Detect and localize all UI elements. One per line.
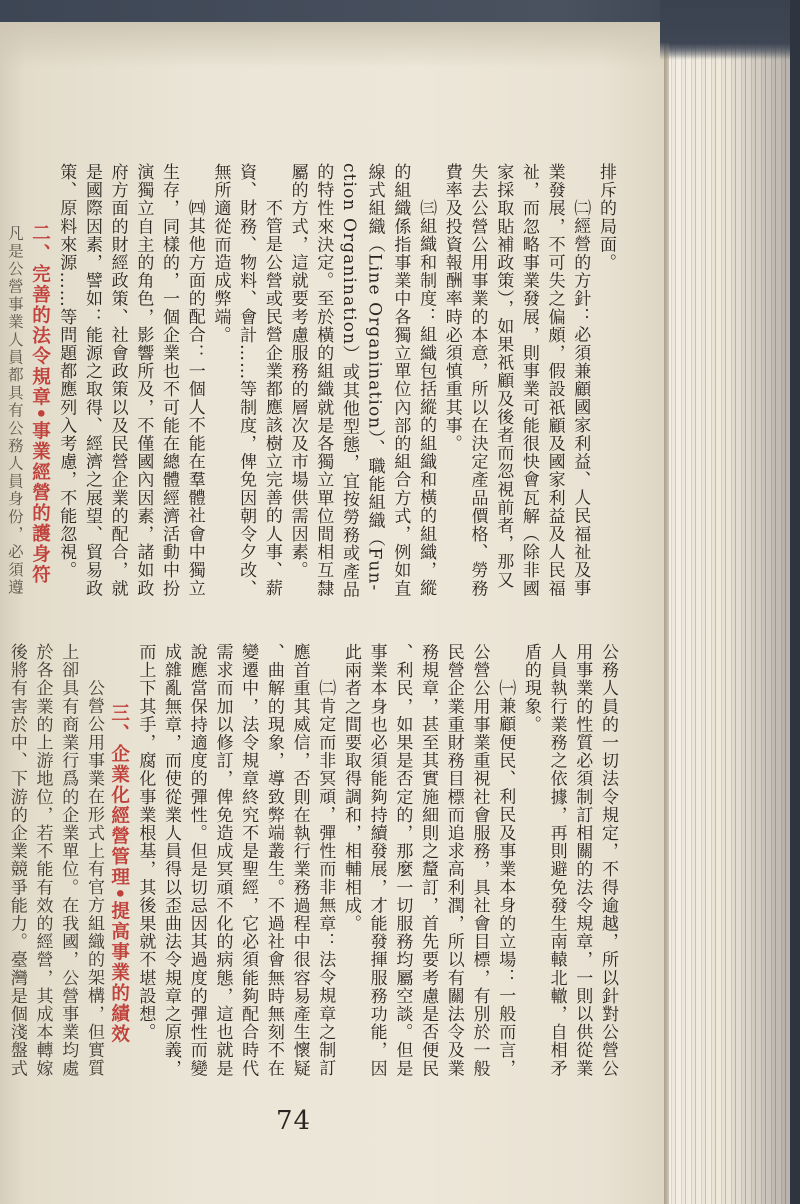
text-column: 於各企業的上游地位，若不能有效的經營，其成本轉嫁 bbox=[32, 643, 53, 1078]
text-column: ㈡經營的方針：必須兼顧國家利益、人民福祉及事 bbox=[570, 199, 591, 598]
text-column: 務規章，甚至其實施細則之釐訂，首先要考慮是否便民 bbox=[418, 643, 439, 1078]
paragraph-management-policy bbox=[438, 163, 592, 603]
paragraph-prev-item-tail bbox=[592, 163, 618, 603]
text-column: ㈣其他方面的配合：一個人不能在羣體社會中獨立 bbox=[184, 199, 205, 598]
text-column: 家採取貼補政策），如果祇顧及後者而忽視前者，那又 bbox=[493, 163, 514, 589]
text-column: 成雜亂無章，而使從業人員得以歪曲法令規章之原義， bbox=[161, 643, 182, 1078]
lower-text-tier bbox=[3, 643, 620, 1083]
text-column: 而上下其手，腐化事業根基，其後果就不堪設想。 bbox=[135, 643, 156, 1042]
text-column: 線式組織（Line Organination）、職能組織（Fun- bbox=[364, 163, 385, 592]
paragraph-organization-system bbox=[284, 163, 438, 603]
text-column: ction Organination）或其他型態，宜按勞務或產品 bbox=[338, 163, 359, 599]
text-column: 的特性來決定。至於橫的組織就是各獨立單位間相互隸 bbox=[313, 163, 334, 598]
text-column: 凡是公營事業人員都具有公務人員身份，必須遵 bbox=[5, 225, 24, 597]
text-column: 、利民，如果是否定的，那麼一切服務均屬空談。但是 bbox=[392, 643, 413, 1078]
text-column: 生存，同樣的，一個企業也不可能在總體經濟活動中扮 bbox=[159, 163, 180, 598]
text-column: 業發展，不可失之偏頗，假設祇顧及國家利益及人民福 bbox=[544, 163, 565, 598]
text-column: 變遷中，法令規章終究不是聖經，它必須能夠配合時代 bbox=[238, 643, 259, 1078]
text-column: 府方面的財經政策、社會政策以及民營企業的配合，就 bbox=[107, 163, 128, 598]
text-column: 不管是公營或民營企業都應該樹立完善的人事、薪 bbox=[261, 199, 282, 598]
text-column: 公營公用事業在形式上有官方組織的架構，但實質 bbox=[83, 679, 104, 1078]
text-column: 失去公營公用事業的本意，所以在決定產品價格、勞務 bbox=[467, 163, 488, 598]
paragraph-systems bbox=[207, 163, 284, 603]
text-column: ㈡肯定而非冥頑，彈性而非無章：法令規章之制訂 bbox=[315, 679, 336, 1078]
text-column: ㈠兼顧便民、利民及事業本身的立場：一般而言， bbox=[495, 679, 516, 1078]
paragraph-section-2-continued bbox=[517, 643, 620, 1083]
text-column: 公務人員的一切法令規定，不得逾越，所以針對公營公 bbox=[598, 643, 618, 1078]
upper-text-tier bbox=[1, 163, 618, 603]
text-column: 祉，而忽略事業發展，則事業可能很快會瓦解（除非國 bbox=[518, 163, 539, 598]
text-column: 排斥的局面。 bbox=[596, 163, 616, 272]
text-column: 說應當保持適度的彈性。但是切忌因其過度的彈性而變 bbox=[186, 643, 207, 1078]
text-column: 資、財務、物料、會計……等制度，俾免因朝令夕改、 bbox=[236, 163, 257, 598]
section-heading: 三、企業化經營管理•提高事業的績效 bbox=[108, 703, 130, 1045]
paragraph-other-coordination bbox=[53, 163, 207, 603]
text-column: 是國際因素，譬如：能源之取得、經濟之展望、貿易政 bbox=[81, 163, 102, 598]
text-column: 無所適從而造成弊端。 bbox=[210, 163, 231, 344]
paragraph-definite-flexible bbox=[132, 643, 338, 1083]
text-column: 此兩者之間要取得調和，相輔相成。 bbox=[340, 643, 361, 933]
paragraph-section-3 bbox=[3, 643, 106, 1083]
paragraph-convenience bbox=[337, 643, 517, 1083]
background-right-edge bbox=[790, 0, 800, 1204]
text-column: 的組織係指事業中各獨立單位內部的組合方式，例如直 bbox=[390, 163, 411, 598]
text-column: 人員執行業務之依據，再則避免發生南轅北轍，自相矛 bbox=[546, 643, 567, 1078]
text-column: 演獨立自主的角色，影響所及，不僅國內因素，諸如政 bbox=[133, 163, 154, 598]
text-column: ㈢組織和制度：組織包括縱的組織和橫的組織，縱 bbox=[416, 199, 437, 598]
page-number: 74 bbox=[276, 1106, 312, 1136]
section-heading: 二、完善的法令規章•事業經營的護身符 bbox=[29, 223, 51, 586]
text-column: 上卻具有商業行爲的企業單位。在我國，公營事業均處 bbox=[58, 643, 79, 1078]
text-column: 費率及投資報酬率時必須慎重其事。 bbox=[441, 163, 462, 453]
text-column: 公營公用事業重視社會服務，具社會目標，有別於一般 bbox=[469, 643, 490, 1078]
text-column: 、曲解的現象，導致弊端叢生。不過社會無時無刻不在 bbox=[263, 643, 284, 1078]
text-column: 事業本身也必須能夠持續發展，才能發揮服務功能，因 bbox=[366, 643, 387, 1078]
page-edge-stack-shade bbox=[669, 44, 790, 1204]
text-column: 盾的現象。 bbox=[520, 643, 541, 734]
background-corner bbox=[660, 0, 800, 60]
page-top-shade bbox=[0, 22, 668, 68]
text-column: 屬的方式，這就要考慮服務的層次及市場供需因素。 bbox=[287, 163, 308, 580]
text-column: 應首重其威信，否則在執行業務過程中很容易產生懷疑 bbox=[289, 643, 310, 1078]
text-column: 用事業的性質必須制訂相關的法令規章，一則以供從業 bbox=[572, 643, 593, 1078]
text-column: 需求而加以修訂，俾免造成冥頑不化的病態，這也就是 bbox=[212, 643, 233, 1078]
text-column: 策、原料來源……等問題都應列入考慮，不能忽視。 bbox=[56, 163, 77, 580]
text-column: 民營企業重財務目標而追求高利潤，所以有關法令及業 bbox=[443, 643, 464, 1078]
text-column: 後將有害於中、下游的企業競爭能力。臺灣是個淺盤式 bbox=[6, 643, 27, 1078]
